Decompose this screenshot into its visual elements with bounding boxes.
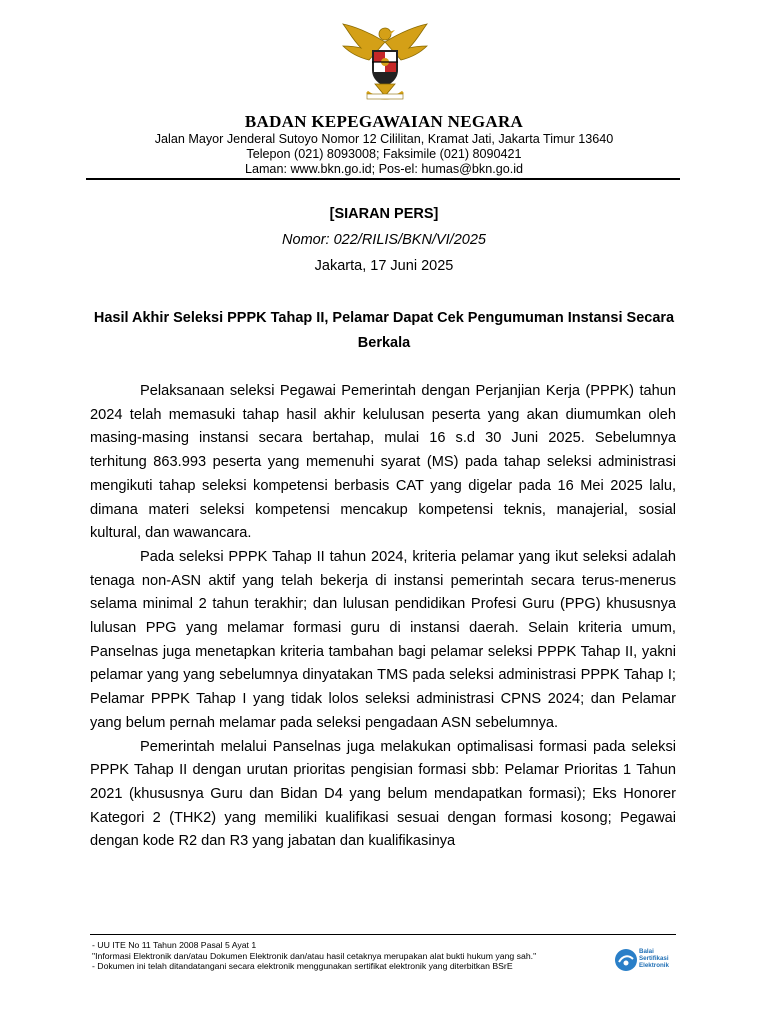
body-text <box>90 380 676 854</box>
footer-notes <box>92 940 597 972</box>
paragraph: Pemerintah melalui Panselnas juga melakukan optimalisasi formasi pada seleksi PPPK Tahap II dengan urutan prioritas pengisian formasi sbb: Pelamar Prioritas 1 Tahun 2021 (khususnya Guru dan Bidan D4 yang belum mendapatkan formasi); Eks Honorer Kategori 2 (THK2) yang memiliki kualifikasi sesuai dengan formasi kosong; Pegawai dengan kode R2 dan R3 yang jabatan dan kualifikasinya <box>90 738 676 850</box>
paragraph: Pelaksanaan seleksi Pegawai Pemerintah dengan Perjanjian Kerja (PPPK) tahun 2024 telah memasuki tahap hasil akhir kelulusan peserta yang akan diumumkan oleh masing-masing instansi secara bertahap, mulai 16 s.d 30 Juni 2025. Sebelumnya terhitung 863.993 peserta yang memenuhi syarat (MS) pada tahap seleksi administrasi mengikuti tahap seleksi kompetensi berbasis CAT yang digelar pada 16 Mei 2025 lalu, dimana materi seleksi kompetensi mencakup kompetensi teknis, manajerial, sosial kultural, dan wawancara. <box>90 383 676 542</box>
release-place-date: Jakarta, 17 Juni 2025 <box>314 258 454 274</box>
bsre-logo-line: Elektronik <box>639 962 669 969</box>
bsre-logo-line: Sertifikasi <box>639 955 669 962</box>
footer-note-signature: - Dokumen ini telah ditandatangani secara elektronik menggunakan sertifikat elektronik yang diterbitkan BSrE <box>92 961 513 971</box>
web-line: Laman: www.bkn.go.id; Pos-el: humas@bkn.go.id <box>244 162 524 176</box>
release-number: Nomor: 022/RILIS/BKN/VI/2025 <box>282 232 486 248</box>
letterhead-divider <box>86 178 680 180</box>
address-line: Jalan Mayor Jenderal Sutoyo Nomor 12 Cililitan, Kramat Jati, Jakarta Timur 13640 <box>154 132 614 146</box>
footer-note-quote: "Informasi Elektronik dan/atau Dokumen Elektronik dan/atau hasil cetaknya merupakan alat bukti hukum yang sah." <box>92 950 537 961</box>
bsre-logo-line: Balai <box>639 948 654 955</box>
headline: Hasil Akhir Seleksi PPPK Tahap II, Pelamar Dapat Cek Pengumuman Instansi Secara Berkala <box>93 310 675 351</box>
bsre-logo-text <box>639 948 669 969</box>
press-release-label: [SIARAN PERS] <box>329 206 439 222</box>
footer-note-law: - UU ITE No 11 Tahun 2008 Pasal 5 Ayat 1 <box>92 940 257 950</box>
phone-line: Telepon (021) 8093008; Faksimile (021) 8090421 <box>246 147 522 161</box>
garuda-emblem-icon <box>339 22 431 102</box>
footer-divider <box>90 934 676 935</box>
organization-name: BADAN KEPEGAWAIAN NEGARA <box>244 112 524 131</box>
paragraph: Pada seleksi PPPK Tahap II tahun 2024, kriteria pelamar yang ikut seleksi adalah tenaga non-ASN aktif yang telah bekerja di instansi pemerintah secara terus-menerus selama minimal 2 tahun terakhir; dan lulusan pendidikan Profesi Guru (PPG) khususnya lulusan PPG yang melamar formasi guru di instansi daerah. Selain kriteria umum, Panselnas juga menetapkan kriteria tambahan bagi pelamar seleksi PPPK Tahap II, yakni pelamar yang yang sebelumnya dinyatakan TMS pada seleksi administrasi PPPK Tahap I; Pelamar PPPK Tahap I yang tidak lolos seleksi administrasi CPNS 2024; dan Pelamar yang belum pernah melamar pada seleksi pengadaan ASN sebelumnya. <box>90 548 676 731</box>
